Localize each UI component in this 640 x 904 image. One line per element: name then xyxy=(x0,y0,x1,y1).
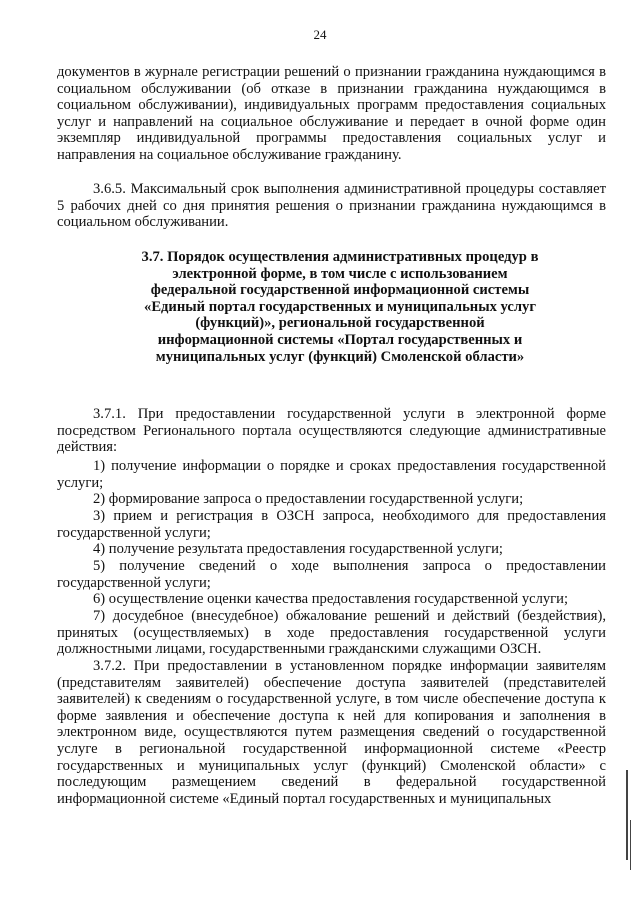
list-item-6: 6) осуществление оценки качества предоставления государственной услуги; xyxy=(93,591,569,607)
list-item-4: 4) получение результата предоставления государственной услуги; xyxy=(93,541,503,557)
paragraph-3-7-1: 3.7.1. При предоставлении государственной услуги в электронной форме посредством Регионального портала осуществляются следующие административные действия: xyxy=(57,406,606,456)
list-item-7: 7) досудебное (внесудебное) обжалование решений и действий (бездействия), принятых (осуществляемых) в ходе предоставления государственной услуги должностными лицами, государственными гражданскими служащими ОЗСН. xyxy=(57,608,606,658)
list-item-3: 3) прием и регистрация в ОЗСН запроса, необходимого для предоставления государственной услуги; xyxy=(57,508,606,541)
paragraph-3-7-2: 3.7.2. При предоставлении в установленном порядке информации заявителям (представителям заявителей) обеспечение доступа заявителей (представителей заявителей) к сведениям о государственной услуге, в том числе обеспечение доступа к форме заявления и обеспечение доступа к ней для копирования и заполнения в электронном виде, осуществляются путем размещения сведений о государственной услуге в региональной государственной информационной системе «Реестр государственных и муниципальных услуг (функций) Смоленской области» с последующим размещением сведений в федеральной государственной информационной системе «Единый портал государственных и муниципальных xyxy=(57,658,606,807)
paragraph-3-6-5: 3.6.5. Максимальный срок выполнения административной процедуры составляет 5 рабочих дней со дня принятия решения о признании гражданина нуждающимся в социальном обслуживании. xyxy=(57,181,606,231)
scan-artifact-mark xyxy=(626,770,628,860)
scan-artifact-mark xyxy=(630,820,631,870)
list-item-2: 2) формирование запроса о предоставлении государственной услуги; xyxy=(93,491,524,507)
section-heading-3-7: 3.7. Порядок осуществления административных процедур в электронной форме, в том числе с использованием федеральной государственной информационной системы «Единый портал государственных и муниципальных услуг (функций)», региональной государственной информационной системы «Портал государственных и муниципальных услуг (функций) Смоленской области» xyxy=(141,249,539,365)
paragraph-continuation: документов в журнале регистрации решений о признании гражданина нуждающимся в социальном обслуживании (об отказе в признании гражданина нуждающимся в социальном обслуживании), индивидуальных программ предоставления социальных услуг и направлений на социальное обслуживание и передает в очной форме один экземпляр индивидуальной программы предоставления социальных услуг и направления на социальное обслуживание гражданину. xyxy=(57,64,606,163)
list-item-1: 1) получение информации о порядке и сроках предоставления государственной услуги; xyxy=(57,458,606,491)
page-number: 24 xyxy=(313,27,327,42)
list-item-5: 5) получение сведений о ходе выполнения запроса о предоставлении государственной услуги; xyxy=(57,558,606,591)
